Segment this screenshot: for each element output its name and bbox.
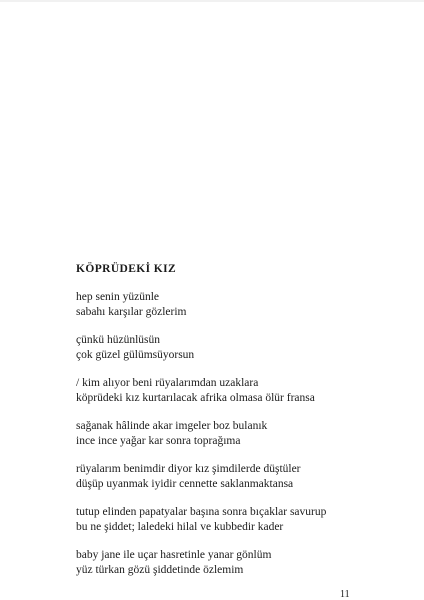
page-top-edge bbox=[0, 0, 424, 2]
stanza-2 bbox=[76, 333, 376, 362]
stanza-3 bbox=[76, 376, 376, 405]
poem-line: düşüp uyanmak iyidir cennette saklanmaktansa bbox=[76, 477, 294, 490]
poem bbox=[76, 262, 376, 591]
poem-line: rüyalarım benimdir diyor kız şimdilerde düştüler bbox=[76, 463, 301, 475]
poem-line: hep senin yüzünle bbox=[76, 291, 160, 303]
stanza-6 bbox=[76, 505, 376, 534]
stanza-1 bbox=[76, 290, 376, 319]
poem-line: / kim alıyor beni rüyalarımdan uzaklara bbox=[76, 377, 259, 389]
poem-line: çok güzel gülümsüyorsun bbox=[76, 348, 195, 361]
poem-line: baby jane ile uçar hasretinle yanar gönlüm bbox=[76, 549, 272, 561]
poem-title: KÖPRÜDEKİ KIZ bbox=[76, 263, 177, 275]
poem-line: bu ne şiddet; laledeki hilal ve kubbedir kader bbox=[76, 520, 284, 533]
poem-line: köprüdeki kız kurtarılacak afrika olmasa ölür fransa bbox=[76, 391, 315, 404]
poem-line: yüz türkan gözü şiddetinde özlemim bbox=[76, 563, 244, 576]
stanza-4 bbox=[76, 419, 376, 448]
poem-line: ince ince yağar kar sonra toprağıma bbox=[76, 434, 241, 447]
stanza-5 bbox=[76, 462, 376, 491]
stanza-7 bbox=[76, 548, 376, 577]
poem-line: sağanak hâlinde akar imgeler boz bulanık bbox=[76, 420, 268, 432]
page-number: 11 bbox=[340, 589, 350, 600]
poem-line: çünkü hüzünlüsün bbox=[76, 334, 161, 346]
poem-line: tutup elinden papatyalar başına sonra bıçaklar savurup bbox=[76, 506, 327, 518]
poem-line: sabahı karşılar gözlerim bbox=[76, 305, 187, 318]
